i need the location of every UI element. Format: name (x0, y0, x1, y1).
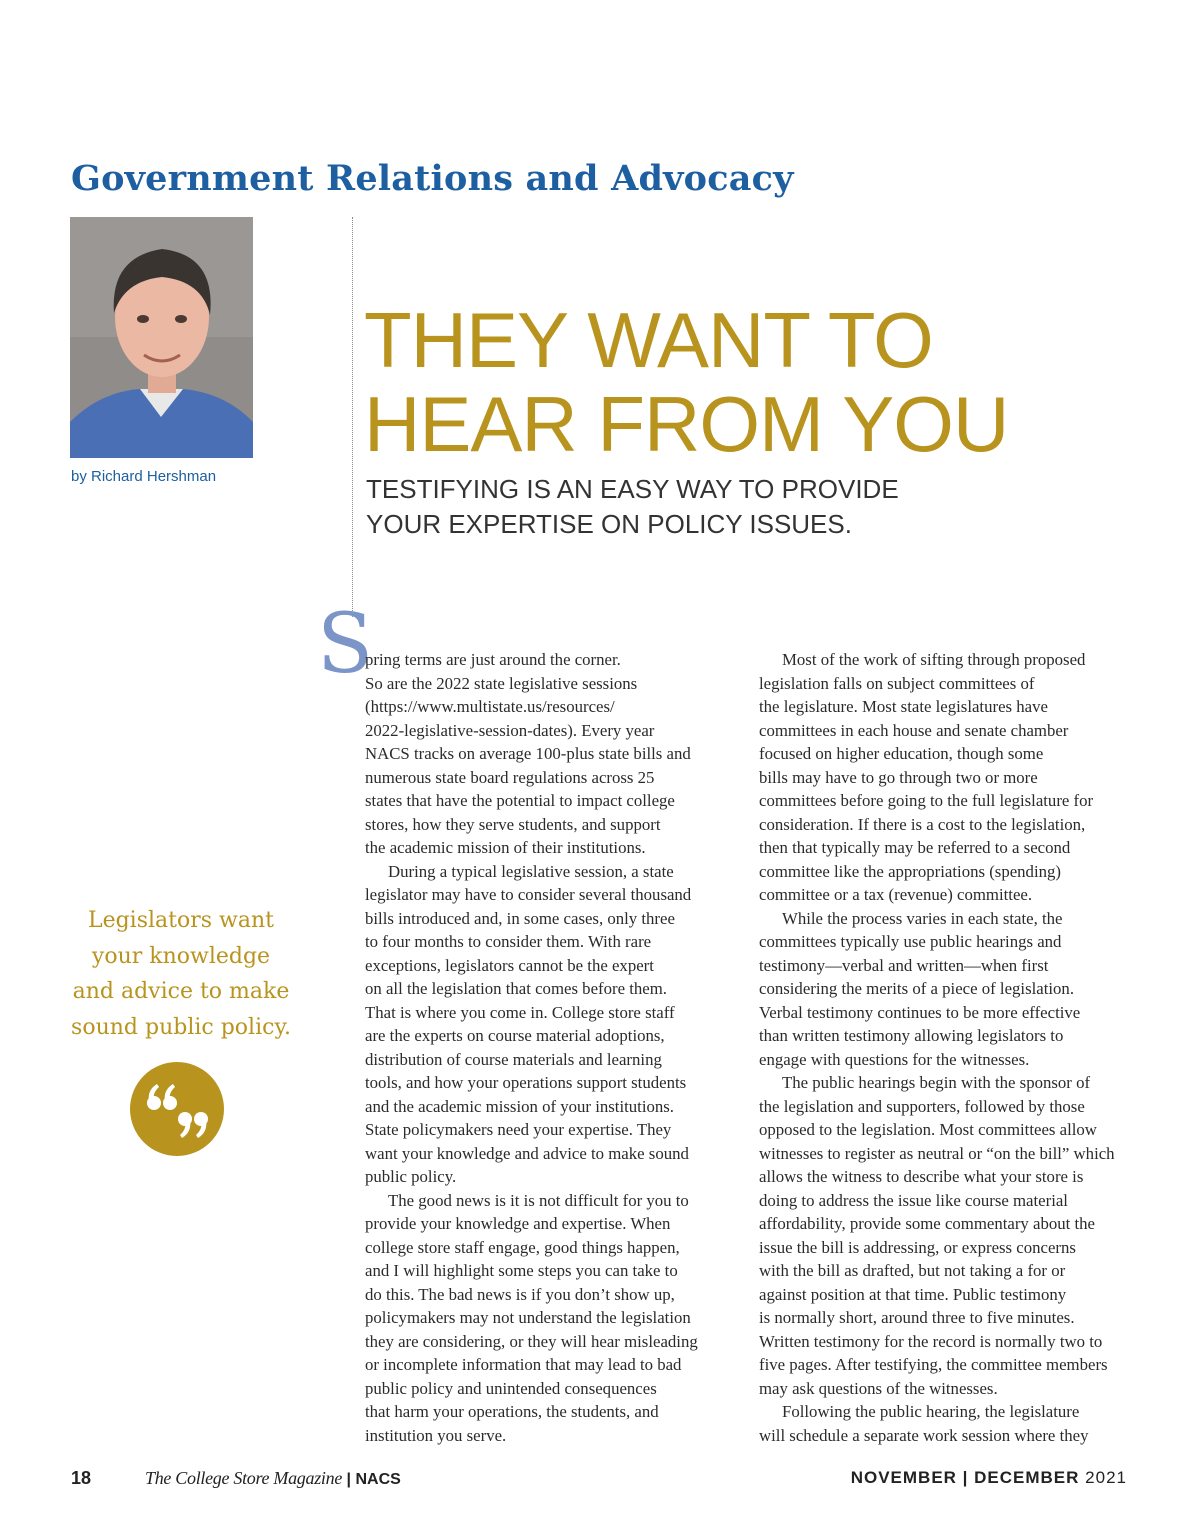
body-line: State policymakers need your expertise. They (365, 1120, 672, 1139)
body-line: focused on higher education, though some (759, 744, 1044, 763)
body-line: engage with questions for the witnesses. (759, 1049, 1030, 1069)
body-paragraph (759, 1071, 1134, 1400)
body-paragraph (365, 1189, 740, 1448)
body-line: So are the 2022 state legislative sessions (365, 673, 638, 693)
body-line: pring terms are just around the corner. (365, 650, 621, 669)
body-line: states that have the potential to impact college (365, 791, 675, 810)
issue-year: 2021 (1085, 1468, 1127, 1487)
body-line: committees in each house and senate chamber (759, 720, 1069, 740)
body-line: tools, and how your operations support students (365, 1073, 687, 1092)
body-line: numerous state board regulations across 25 (365, 767, 655, 787)
headline-line: THEY WANT TO (364, 296, 933, 384)
body-line: public policy. (365, 1167, 457, 1186)
article-column-right (759, 648, 1134, 1447)
body-line: Written testimony for the record is normally two to (759, 1331, 1103, 1351)
body-line: provide your knowledge and expertise. When (365, 1214, 671, 1233)
body-line: or incomplete information that may lead to bad (365, 1355, 682, 1374)
issue-months: NOVEMBER | DECEMBER (850, 1468, 1080, 1487)
drop-cap: S (317, 597, 374, 692)
body-line: will schedule a separate work session where they (759, 1425, 1089, 1445)
body-line: policymakers may not understand the legislation (365, 1308, 691, 1327)
body-line: then that typically may be referred to a second (759, 838, 1071, 857)
body-line: committee like the appropriations (spending) (759, 861, 1061, 881)
magazine-title: The College Store Magazine (145, 1468, 343, 1488)
body-line: During a typical legislative session, a state (388, 861, 674, 881)
body-line: opposed to the legislation. Most committees allow (759, 1120, 1097, 1139)
headline-line: HEAR FROM YOU (364, 380, 1009, 468)
body-line: 2022-legislative-session-dates). Every year (365, 720, 655, 740)
pull-quote-line: sound public policy. (71, 1014, 291, 1040)
column-divider (352, 217, 353, 617)
pull-quote-line: and advice to make (72, 979, 290, 1004)
body-line: are the experts on course material adoptions, (365, 1026, 665, 1045)
body-line: stores, how they serve students, and support (365, 814, 661, 834)
body-line: Verbal testimony continues to be more effective (759, 1002, 1081, 1022)
body-paragraph (759, 648, 1134, 907)
body-line: against position at that time. Public testimony (759, 1284, 1067, 1304)
body-line: on all the legislation that comes before them. (365, 979, 667, 998)
body-line: public policy and unintended consequences (365, 1378, 657, 1398)
body-line: institution you serve. (365, 1425, 507, 1445)
body-line: the legislature. Most state legislatures have (759, 697, 1048, 716)
author-photo (70, 217, 253, 458)
pull-quote-line: Legislators want (87, 908, 275, 933)
body-line: That is where you come in. College store staff (365, 1002, 675, 1022)
article-subhead (366, 472, 899, 542)
page-number: 18 (71, 1468, 92, 1488)
body-line: (https://www.multistate.us/resources/ (365, 697, 615, 716)
author-byline: by Richard Hershman (71, 468, 217, 485)
body-line: is normally short, around three to five minutes. (759, 1308, 1075, 1327)
body-paragraph (365, 860, 740, 1189)
body-line: five pages. After testifying, the committee members (759, 1355, 1108, 1374)
body-line: bills may have to go through two or more (759, 767, 1038, 787)
body-line: consideration. If there is a cost to the legislation, (759, 814, 1086, 834)
pull-quote-line: your knowledge (91, 943, 271, 969)
body-line: issue the bill is addressing, or express concerns (759, 1237, 1076, 1257)
body-line: with the bill as drafted, but not taking a for or (759, 1261, 1066, 1280)
body-paragraph (759, 907, 1134, 1072)
issue-date (851, 1466, 1127, 1490)
article-column-left (365, 648, 740, 1447)
body-line: legislation falls on subject committees of (759, 673, 1035, 693)
body-line: that harm your operations, the students, and (365, 1402, 659, 1421)
body-line: do this. The bad news is if you don’t show up, (365, 1284, 675, 1304)
publication-name (145, 1466, 401, 1492)
subhead-line: TESTIFYING IS AN EASY WAY TO PROVIDE (366, 474, 899, 504)
body-line: the academic mission of their institutions. (365, 838, 646, 857)
body-line: want your knowledge and advice to make sound (365, 1143, 689, 1163)
body-line: they are considering, or they will hear misleading (365, 1331, 698, 1351)
body-line: considering the merits of a piece of legislation. (759, 979, 1075, 998)
quotation-mark-icon (130, 1062, 224, 1156)
body-line: NACS tracks on average 100-plus state bills and (365, 744, 691, 763)
body-line: witnesses to register as neutral or “on the bill” which (759, 1143, 1115, 1163)
body-line: may ask questions of the witnesses. (759, 1378, 998, 1398)
pull-quote (60, 903, 302, 1045)
body-line: The public hearings begin with the sponsor of (782, 1073, 1091, 1092)
body-line: bills introduced and, in some cases, only three (365, 908, 675, 928)
body-line: distribution of course materials and learning (365, 1049, 662, 1069)
body-line: Most of the work of sifting through proposed (782, 650, 1086, 669)
body-line: and the academic mission of your institutions. (365, 1096, 675, 1116)
body-paragraph (759, 1400, 1134, 1447)
footer-separator: | (346, 1471, 351, 1488)
body-line: testimony—verbal and written—when first (759, 955, 1049, 975)
body-line: legislator may have to consider several thousand (365, 885, 692, 904)
body-line: to four months to consider them. With rare (365, 932, 652, 951)
body-line: committees typically use public hearings and (759, 932, 1062, 951)
body-line: college store staff engage, good things happen, (365, 1237, 680, 1257)
body-line: committee or a tax (revenue) committee. (759, 885, 1033, 904)
body-line: the legislation and supporters, followed by those (759, 1096, 1085, 1116)
body-line: than written testimony allowing legislators to (759, 1026, 1064, 1045)
body-paragraph (365, 648, 740, 860)
body-line: Following the public hearing, the legislature (782, 1402, 1080, 1421)
organization-name: NACS (355, 1471, 401, 1488)
body-line: The good news is it is not difficult for you to (388, 1190, 689, 1210)
body-line: committees before going to the full legislature for (759, 791, 1094, 810)
section-title: Government Relations and Advocacy (71, 158, 794, 199)
body-line: and I will highlight some steps you can take to (365, 1261, 678, 1280)
body-line: exceptions, legislators cannot be the expert (365, 955, 654, 975)
body-line: affordability, provide some commentary about the (759, 1214, 1095, 1233)
body-line: doing to address the issue like course material (759, 1190, 1068, 1210)
body-line: While the process varies in each state, the (782, 908, 1063, 928)
body-line: allows the witness to describe what your store is (759, 1167, 1084, 1186)
article-headline (364, 298, 1008, 466)
subhead-line: YOUR EXPERTISE ON POLICY ISSUES. (366, 509, 852, 539)
